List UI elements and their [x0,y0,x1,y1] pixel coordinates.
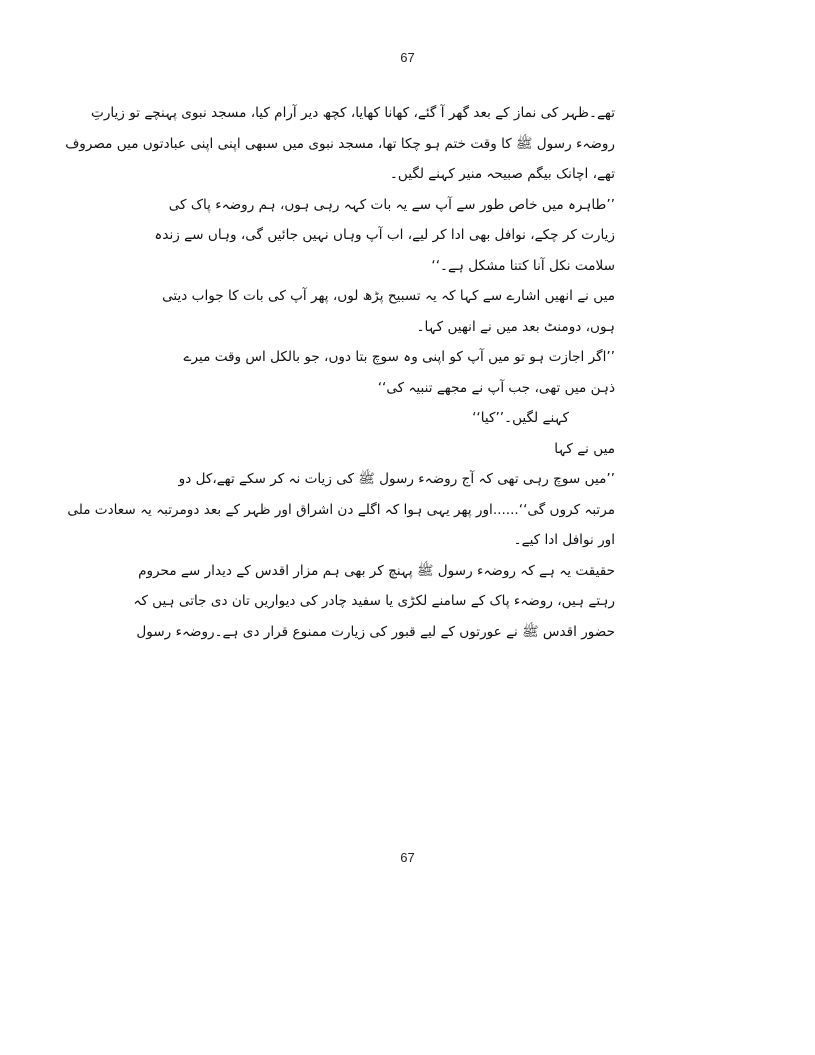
text-line: ’’طاہرہ میں خاص طور سے آپ سے یہ بات کہہ رہی ہوں، ہم روضہء پاک کی [168,196,615,213]
text-line: اور نوافل ادا کیے۔ [513,532,615,548]
text-line: رہتے ہیں، روضہء پاک کے سامنے لکڑی یا سفید چادر کی دیواریں تان دی جاتی ہیں کہ [133,593,615,609]
text-line: حقیقت یہ ہے کہ روضہء رسول ﷺ پہنچ کر بھی ہم مزار اقدس کے دیدار سے محروم [138,562,615,579]
paragraph [154,190,615,282]
paragraph [65,98,615,190]
paragraph [200,434,615,465]
paragraph [133,556,615,648]
text-line: تھے۔ظہر کی نماز کے بعد گھر آ گئے، کھانا کھایا، کچھ دیر آرام کیا، مسجد نبوی پہنچے تو زیارتِ [91,105,615,121]
document-body [65,98,615,647]
text-line: میں نے کہا [554,440,615,457]
paragraph [200,403,615,434]
text-line: حضور اقدس ﷺ نے عورتوں کے لیے قبور کی زیارت ممنوع قرار دی ہے۔روضہء رسول [136,623,615,640]
text-line: ہوں، دومنٹ بعد میں نے انھیں کہا۔ [416,318,615,335]
text-line: زیارت کر چکے، نوافل بھی ادا کر لیے، اب آپ وہاں نہیں جائیں گی، وہاں سے زندہ [154,227,615,243]
paragraph [67,464,615,556]
text-line: تھے، اچانک بیگم صبیحہ منیر کہنے لگیں۔ [389,166,615,182]
text-line: ’’میں سوچ رہی تھی کہ آج روضہء رسول ﷺ کی زیات نہ کر سکے تھے،کل دو [178,471,615,487]
paragraph [183,342,615,403]
text-line: ذہن میں تھی، جب آپ نے مجھے تنبیہ کی‘‘ [377,379,615,396]
paragraph [162,281,615,342]
text-line: کہنے لگیں۔’’کیا‘‘ [472,410,569,426]
text-line: میں نے انھیں اشارے سے کہا کہ یہ تسبیح پڑھ لوں، پھر آپ کی بات کا جواب دیتی [162,288,615,304]
text-line: مرتبہ کروں گی‘‘......اور پھر یہی ہوا کہ اگلے دن اشراق اور ظہر کے بعد دومرتبہ یہ سعادت ملی [67,501,615,518]
text-line: روضہء رسول ﷺ کا وقت ختم ہو چکا تھا، مسجد نبوی میں سبھی اپنی اپنی عبادتوں میں مصروف [65,135,615,152]
page-number-top: 67 [400,50,415,65]
text-line: سلامت نکل آنا کتنا مشکل ہے۔‘‘ [431,257,615,274]
page-number-bottom: 67 [400,850,415,865]
text-line: ’’اگر اجازت ہو تو میں آپ کو اپنی وہ سوچ بتا دوں، جو بالکل اس وقت میرے [183,349,615,365]
